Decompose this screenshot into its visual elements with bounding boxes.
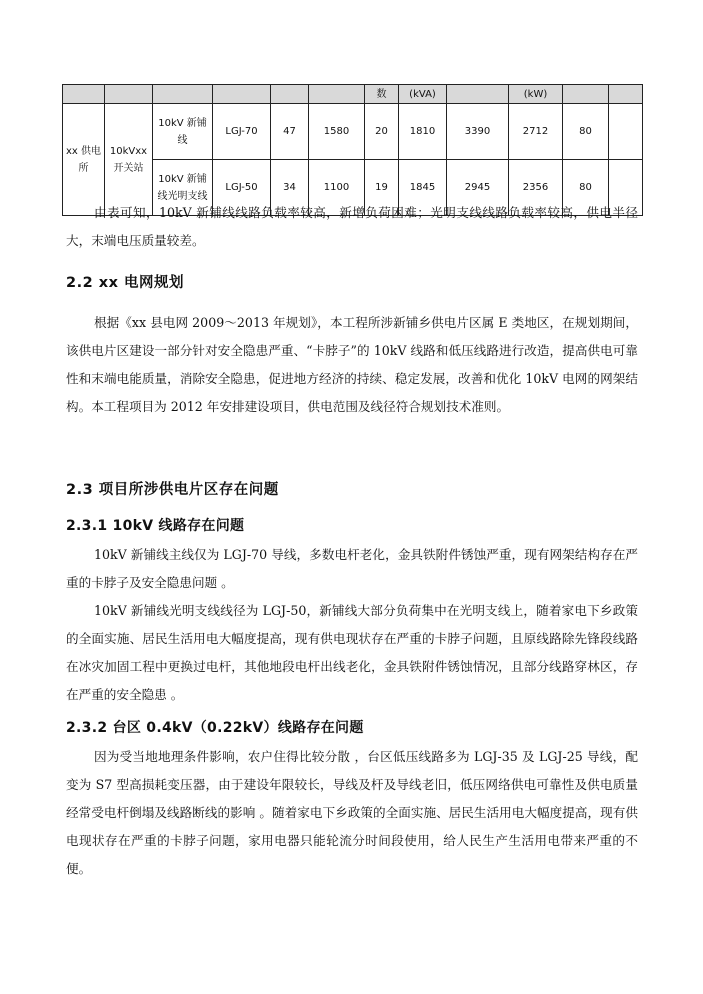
line-issue-paragraph-2: 10kV 新铺线光明支线线径为 LGJ-50，新铺线大部分负荷集中在光明支线上，随着家电下乡政策的全面实施、居民生活用电大幅度提高，现有供电现状存在严重的卡脖子问题，且原线路除先锋段线路在冰灾加固工程中更换过电杆，其他地段电杆出线老化，金具铁附件锈蚀情况，且部分线路穿林区，存在严重的安全隐患 。 (66, 603, 638, 702)
table-header-cell: (kVA) (399, 85, 447, 104)
table-cell: 34 (271, 160, 309, 216)
table-header-cell (105, 85, 153, 104)
table-cell: 2945 (447, 160, 509, 216)
table-cell: 1810 (399, 104, 447, 160)
table-cell: 10kV 新铺线光明支线 (153, 160, 213, 216)
load-rate-table (62, 84, 643, 216)
table-header-cell (309, 85, 365, 104)
section-heading-2-3-2: 2.3.2 台区 0.4kV（0.22kV）线路存在问题 (66, 720, 364, 736)
lv-issue-paragraph: 因为受当地地理条件影响，农户住得比较分散 ，台区低压线路多为 LGJ-35 及 LGJ-25 导线，配变为 S7 型高损耗变压器，由于建设年限较长，导线及杆及导线老旧，低压网络供电可靠性及供电质量经常受电杆倒塌及线路断线的影响 。随着家电下乡政策的全面实施、居民生活用电大幅度提高，现有供电现状存在严重的卡脖子问题，家用电器只能轮流分时间段使用，给人民生产生活用电带来严重的不便。 (66, 749, 638, 876)
table-cell: 2356 (509, 160, 563, 216)
section-heading-2-2: 2.2 xx 电网规划 (66, 275, 184, 291)
table-cell: 80 (563, 104, 609, 160)
table-header-row (63, 85, 643, 104)
table-header-cell (563, 85, 609, 104)
table-header-cell (271, 85, 309, 104)
section-heading-2-3-1: 2.3.1 10kV 线路存在问题 (66, 518, 245, 534)
table-note-paragraph: 由表可知，10kV 新铺线线路负载率较高，新增负荷困难；光明支线线路负载率较高，供电半径大，末端电压质量较差。 (66, 205, 638, 248)
table-row (63, 104, 643, 160)
station-cell: 10kVxx 开关站 (105, 104, 153, 216)
table-cell (609, 104, 643, 160)
table-cell: 2712 (509, 104, 563, 160)
org-cell: xx 供电所 (63, 104, 105, 216)
table-header-cell: 数 (365, 85, 399, 104)
table-header-cell (153, 85, 213, 104)
table-cell: LGJ-70 (213, 104, 271, 160)
table-cell: 47 (271, 104, 309, 160)
table-cell: 20 (365, 104, 399, 160)
table-cell: 1580 (309, 104, 365, 160)
planning-paragraph: 根据《xx 县电网 2009～2013 年规划》，本工程所涉新铺乡供电片区属 E 类地区，在规划期间，该供电片区建设一部分针对安全隐患严重、“卡脖子”的 10kV 线路和低压线路进行改造，提高供电可靠性和末端电能质量，消除安全隐患，促进地方经济的持续、稳定发展，改善和优化 10kV 电网的网架结构。本工程项目为 2012 年安排建设项目，供电范围及线径符合规划技术准则。 (66, 315, 638, 414)
table-cell: 1100 (309, 160, 365, 216)
table-header-cell (609, 85, 643, 104)
table-cell: 19 (365, 160, 399, 216)
table-cell: 10kV 新铺线 (153, 104, 213, 160)
section-heading-2-3: 2.3 项目所涉供电片区存在问题 (66, 482, 279, 498)
line-issue-paragraph-1: 10kV 新铺线主线仅为 LGJ-70 导线，多数电杆老化，金具铁附件锈蚀严重，现有网架结构存在严重的卡脖子及安全隐患问题 。 (66, 547, 638, 590)
table-header-cell: (kW) (509, 85, 563, 104)
table-header-cell (447, 85, 509, 104)
table-header-cell (63, 85, 105, 104)
table-cell: 1845 (399, 160, 447, 216)
table-header-cell (213, 85, 271, 104)
table-cell: 3390 (447, 104, 509, 160)
table-cell: LGJ-50 (213, 160, 271, 216)
table-cell: 80 (563, 160, 609, 216)
